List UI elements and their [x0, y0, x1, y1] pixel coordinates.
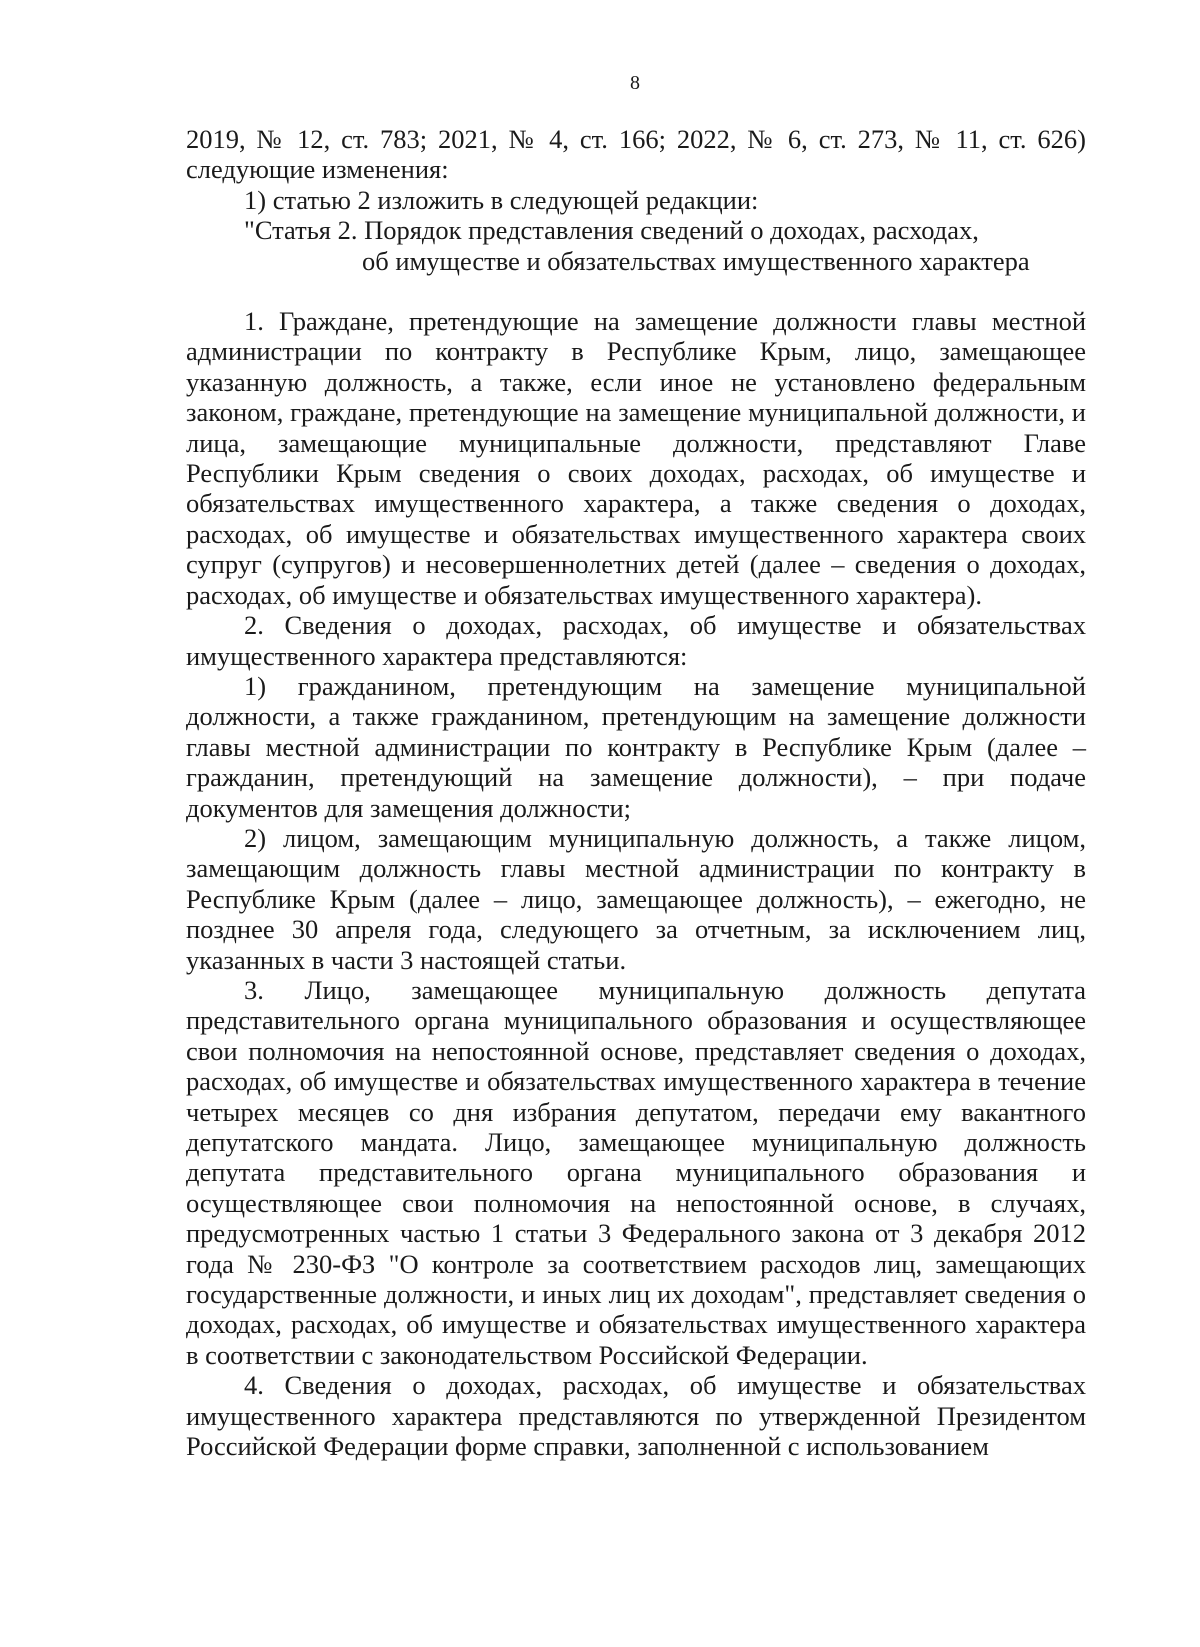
article-part-1: 1. Граждане, претендующие на замещение должности главы местной администрации по контракту в Республике Крым, лицо, замещающее указанную должность, а также, если иное не установлено федеральным законом, граждане, претендующие на замещение муниципальной должности, и лица, замещающие муниципальные должности, представляют Главе Республики Крым сведения о своих доходах, расходах, об имуществе и обязательствах имущественного характера, а также сведения о доходах, расходах, об имуществе и обязательствах имущественного характера своих супруг (супругов) и несовершеннолетних детей (далее – сведения о доходах, расходах, об имуществе и обязательствах имущественного характера). — [186, 306, 1086, 610]
article-part-2: 2. Сведения о доходах, расходах, об имуществе и обязательствах имущественного характера представляются: — [186, 610, 1086, 671]
document-body — [186, 124, 1086, 1461]
article-part-2-item-1: 1) гражданином, претендующим на замещение муниципальной должности, а также гражданином, претендующим на замещение должности главы местной администрации по контракту в Республике Крым (далее – гражданин, претендующий на замещение должности), – при подаче документов для замещения должности; — [186, 670, 1086, 823]
article-heading-line-1: "Статья 2. Порядок представления сведений о доходах, расходах, — [244, 215, 979, 246]
amendment-item-1: 1) статью 2 изложить в следующей редакции: — [244, 184, 759, 215]
article-part-4: 4. Сведения о доходах, расходах, об имуществе и обязательствах имущественного характера представляются по утвержденной Президентом Российской Федерации форме справки, заполненной с использованием — [186, 1370, 1086, 1462]
amendment-intro-paragraph: 2019, № 12, ст. 783; 2021, № 4, ст. 166; 2022, № 6, ст. 273, № 11, ст. 626) следующие изменения: — [186, 124, 1086, 185]
article-heading-line-2: об имуществе и обязательствах имущественного характера — [362, 245, 1030, 276]
page-number: 8 — [630, 72, 640, 94]
article-part-3: 3. Лицо, замещающее муниципальную должность депутата представительного органа муниципального образования и осуществляющее свои полномочия на непостоянной основе, представляет сведения о доходах, расходах, об имуществе и обязательствах имущественного характера в течение четырех месяцев со дня избрания депутатом, передачи ему вакантного депутатского мандата. Лицо, замещающее муниципальную должность депутата представительного органа муниципального образования и осуществляющее свои полномочия на непостоянной основе, в случаях, предусмотренных частью 1 статьи 3 Федерального закона от 3 декабря 2012 года № 230-ФЗ "О контроле за соответствием расходов лиц, замещающих государственные должности, и иных лиц их доходам", представляет сведения о доходах, расходах, об имуществе и обязательствах имущественного характера в соответствии с законодательством Российской Федерации. — [186, 974, 1086, 1370]
article-part-2-item-2: 2) лицом, замещающим муниципальную должность, а также лицом, замещающим должность главы местной администрации по контракту в Республике Крым (далее – лицо, замещающее должность), – ежегодно, не позднее 30 апреля года, следующего за отчетным, за исключением лиц, указанных в части 3 настоящей статьи. — [186, 822, 1086, 975]
